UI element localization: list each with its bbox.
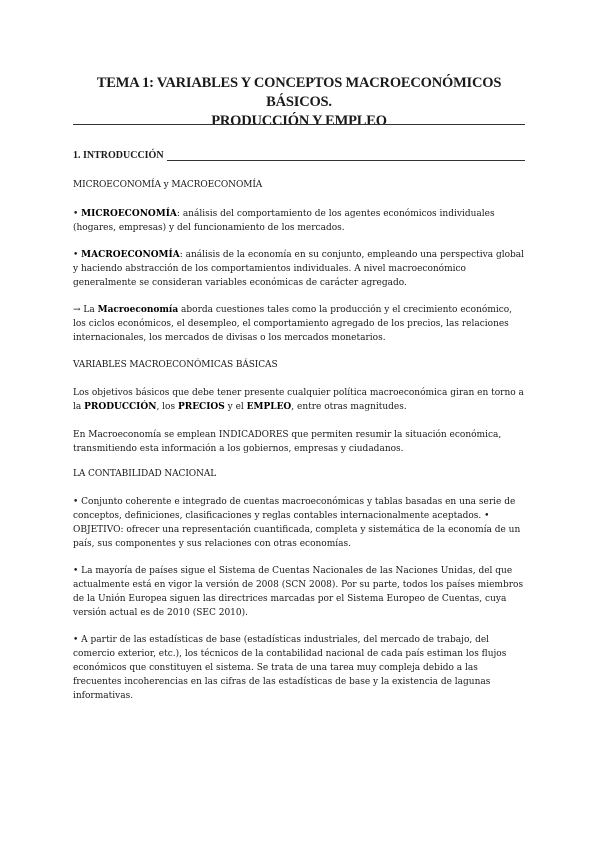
objetivos-text-2: , los: [156, 402, 178, 412]
paragraph-contabilidad-1: • Conjunto coherente e integrado de cuentas macroeconómicas y tablas basadas en una serie de conceptos, definiciones, clasificaciones y reglas contables internacionalmente aceptados. • OBJETIVO: ofrecer una representación cuantificada, completa y sistemática de la economía de un país, sus componentes y sus relaciones con otras economías.: [73, 497, 521, 549]
paragraph-microeconomia: • MICROECONOMÍA: análisis del comportamiento de los agentes económicos individuales (hogares, empresas) y del funcionamiento de los mercados.: [73, 209, 495, 233]
paragraph-indicadores: En Macroeconomía se emplean INDICADORES que permiten resumir la situación económica, transmitiendo esta información a los gobiernos, empresas y ciudadanos.: [73, 430, 502, 454]
paragraph-contabilidad-2: • La mayoría de países sigue el Sistema de Cuentas Nacionales de las Naciones Unidas, del que actualmente está en vigor la versión de 2008 (SCN 2008). Por su parte, todos los países miembros de la Unión Europea siguen las directrices marcadas por el Sistema Europeo de Cuentas, cuya versión actual es de 2010 (SEC 2010).: [73, 566, 524, 618]
objetivos-text-3: y el: [224, 402, 247, 412]
title-line-1: TEMA 1: VARIABLES Y CONCEPTOS MACROECONÓMICOS BÁSICOS.: [96, 75, 502, 110]
paragraph-macroeconomia-aborda: [73, 303, 525, 345]
macroeconomia-definition: : análisis de la economía en su conjunto, empleando una perspectiva global y haciendo abstracción de los comportamientos individuales. A nivel macroeconómico generalmente se consideran variables económicas de carácter agregado.: [73, 250, 525, 288]
arrow-prefix: → La: [73, 305, 98, 315]
paragraph-contabilidad-3: • A partir de las estadísticas de base (estadísticas industriales, del mercado de trabajo, del comercio exterior, etc.), los técnicos de la contabilidad nacional de cada país estiman los flujos económicos que constituyen el sistema. Se trata de una tarea muy compleja debido a las frecuentes incoherencias en las cifras de las estadísticas de base y la existencia de lagunas informativas.: [73, 635, 507, 701]
section-heading-introduccion: [73, 150, 525, 161]
heading-underline: [167, 151, 525, 161]
objetivos-text: Los objetivos básicos que debe tener presente cualquier política macroeconómica giran en torno a la: [73, 388, 524, 412]
term-macroeconomia-inline: Macroeconomía: [97, 305, 179, 315]
section-heading-text: 1. INTRODUCCIÓN: [73, 150, 164, 161]
term-empleo: EMPLEO: [246, 402, 292, 412]
term-produccion: PRODUCCIÓN: [84, 402, 157, 412]
paragraph-objetivos: [73, 386, 525, 414]
macroeconomia-scope: aborda cuestiones tales como la producción y el crecimiento económico, los ciclos económicos, el desempleo, el comportamiento agregado de los precios, las relaciones internacionales, los mercados de divisas o los mercados monetarios.: [73, 305, 513, 343]
subheading-variables: VARIABLES MACROECONÓMICAS BÁSICAS: [73, 360, 278, 370]
subheading-contabilidad: LA CONTABILIDAD NACIONAL: [73, 469, 217, 479]
document-title: [73, 74, 525, 131]
title-line-2: PRODUCCIÓN Y EMPLEO: [211, 113, 387, 129]
subheading-micro-macro: MICROECONOMÍA y MACROECONOMÍA: [73, 180, 263, 190]
title-divider: [73, 124, 525, 125]
term-precios: PRECIOS: [177, 402, 225, 412]
term-macroeconomia: MACROECONOMÍA: [81, 250, 180, 260]
term-microeconomia: MICROECONOMÍA: [81, 209, 177, 219]
objetivos-text-4: , entre otras magnitudes.: [291, 402, 407, 412]
microeconomia-definition: : análisis del comportamiento de los agentes económicos individuales (hogares, empresas) y del funcionamiento de los mercados.: [73, 209, 495, 233]
paragraph-macroeconomia: • MACROECONOMÍA: análisis de la economía en su conjunto, empleando una perspectiva global y haciendo abstracción de los comportamientos individuales. A nivel macroeconómico generalmente se consideran variables económicas de carácter agregado.: [73, 250, 525, 288]
